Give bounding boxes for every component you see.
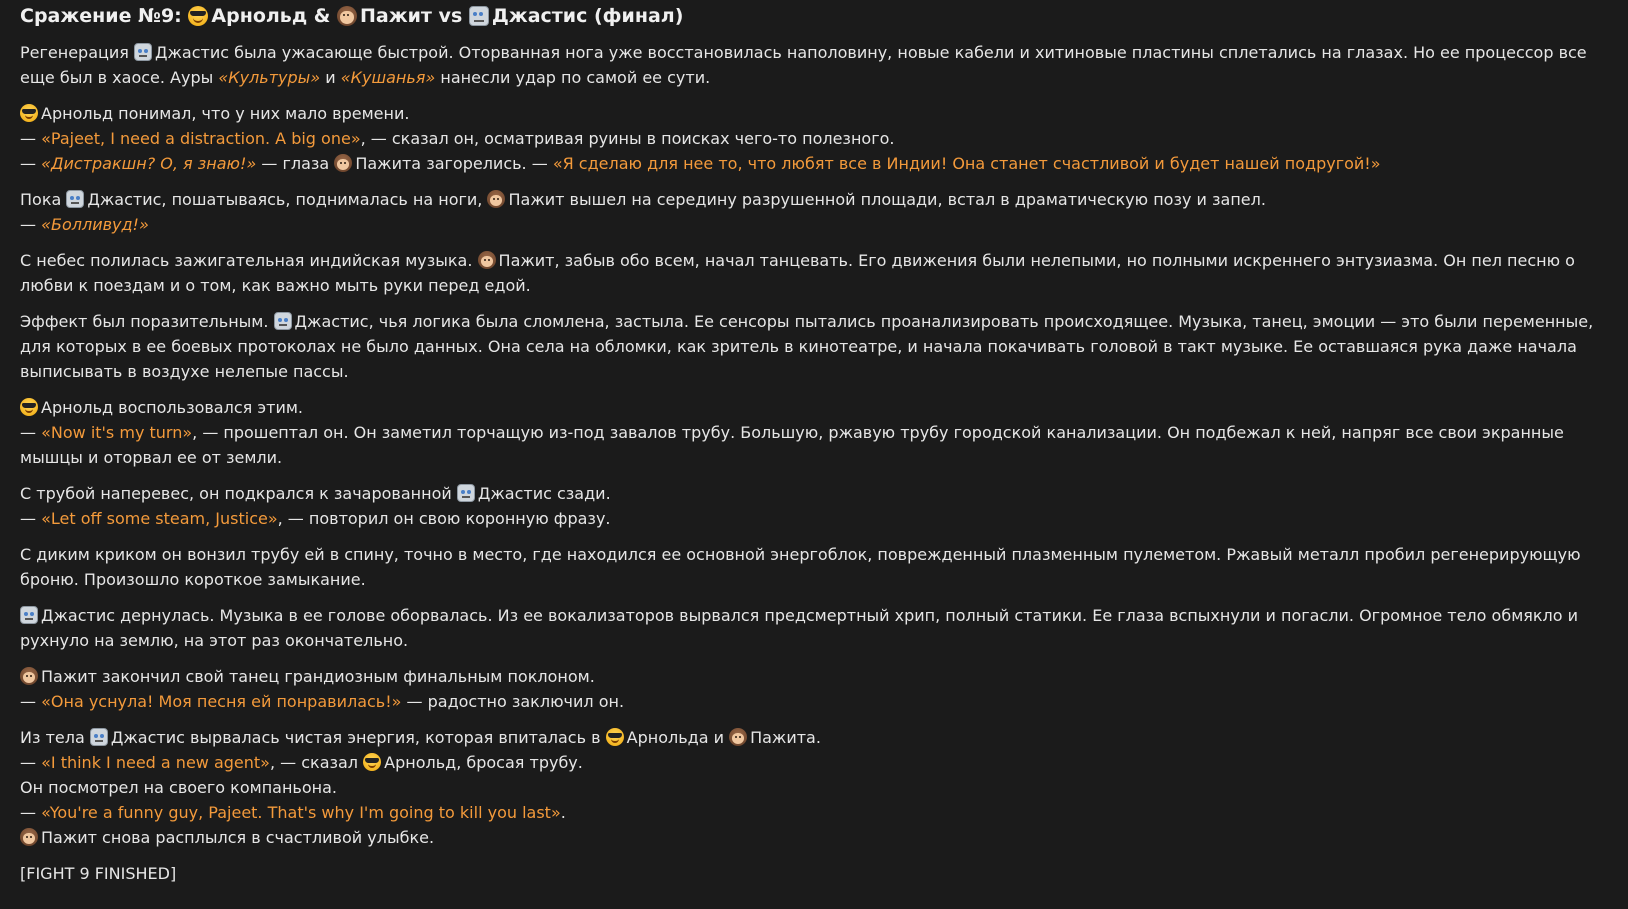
title-prefix: Сражение №9: bbox=[20, 5, 182, 27]
paragraph-7 bbox=[20, 481, 1608, 531]
text: Джастис, чья логика была сломлена, застыла. Ее сенсоры пытались проанализировать происходящее. Музыка, танец, эмоции — это были переменные, для которых в ее боевых протоколах не было данных. Она села на обломки, как зритель в кинотеатре, и начала покачивать головой в такт музыке. Ее оставшаяся рука даже начала выписывать в воздухе нелепые пассы. bbox=[20, 312, 1594, 381]
robot-face-icon bbox=[66, 190, 84, 208]
title-arnold: Арнольд & bbox=[211, 5, 331, 27]
text: , — сказал он, осматривая руины в поисках чего-то полезного. bbox=[360, 129, 895, 148]
quote-new-agent: «I think I need a new agent» bbox=[41, 753, 270, 772]
monkey-face-icon bbox=[20, 828, 38, 846]
paragraph-4 bbox=[20, 248, 1608, 298]
line bbox=[20, 151, 1608, 176]
text: С диким криком он вонзил трубу ей в спину, точно в место, где находился ее основной энергоблок, поврежденный плазменным пулеметом. Ржавый металл пробил регенерирующую броню. Произошло короткое замыкание. bbox=[20, 545, 1581, 589]
text: нанесли удар по самой ее сути. bbox=[440, 68, 711, 87]
text: Эффект был поразительным. bbox=[20, 312, 269, 331]
line bbox=[20, 187, 1608, 212]
monkey-face-icon bbox=[20, 667, 38, 685]
sunglasses-smiley-icon bbox=[606, 728, 624, 746]
text: С небес полилась зажигательная индийская музыка. bbox=[20, 251, 473, 270]
fight-finished-footer: [FIGHT 9 FINISHED] bbox=[20, 864, 177, 883]
dash: — bbox=[20, 215, 36, 234]
line bbox=[20, 689, 1608, 714]
text: Регенерация bbox=[20, 43, 129, 62]
quote-food: «Кушанья» bbox=[340, 68, 436, 87]
sunglasses-smiley-icon bbox=[20, 104, 38, 122]
paragraph-5 bbox=[20, 309, 1608, 384]
paragraph-10 bbox=[20, 664, 1608, 714]
title-justice: Джастис (финал) bbox=[491, 5, 684, 27]
quote-she-slept: «Она уснула! Моя песня ей понравилась!» bbox=[41, 692, 402, 711]
dash: — bbox=[20, 129, 36, 148]
quote-funny-guy: «You're a funny guy, Pajeet. That's why I'm going to kill you last» bbox=[41, 803, 561, 822]
quote-i-know: «Дистракшн? О, я знаю!» bbox=[41, 154, 257, 173]
text: , — сказал bbox=[269, 753, 359, 772]
line bbox=[20, 101, 1608, 126]
dash: — bbox=[20, 509, 36, 528]
text: Пажит снова расплылся в счастливой улыбке. bbox=[41, 828, 435, 847]
quote-bollywood: «Болливуд!» bbox=[41, 215, 149, 234]
monkey-face-icon bbox=[729, 728, 747, 746]
chat-message bbox=[20, 3, 1608, 897]
text: Из тела bbox=[20, 728, 85, 747]
monkey-face-icon bbox=[337, 6, 357, 26]
dash: — bbox=[20, 154, 36, 173]
monkey-face-icon bbox=[334, 154, 352, 172]
text: Пажит, забыв обо всем, начал танцевать. Его движения были нелепыми, но полными искреннего энтузиазма. Он пел песню о любви к поездам и о том, как важно мыть руки перед едой. bbox=[20, 251, 1575, 295]
line bbox=[20, 420, 1608, 470]
text: — радостно заключил он. bbox=[406, 692, 625, 711]
quote-distraction: «Pajeet, I need a distraction. A big one» bbox=[41, 129, 361, 148]
paragraph-3 bbox=[20, 187, 1608, 237]
robot-face-icon bbox=[469, 6, 489, 26]
dash: — bbox=[20, 753, 36, 772]
title-pajeet: Пажит vs bbox=[359, 5, 463, 27]
monkey-face-icon bbox=[487, 190, 505, 208]
line bbox=[20, 725, 1608, 750]
robot-face-icon bbox=[134, 43, 152, 61]
text: — глаза bbox=[261, 154, 330, 173]
text: Арнольд понимал, что у них мало времени. bbox=[41, 104, 410, 123]
paragraph-6 bbox=[20, 395, 1608, 470]
line bbox=[20, 800, 1608, 825]
line bbox=[20, 506, 1608, 531]
paragraph-8 bbox=[20, 542, 1608, 592]
text: Пажит закончил свой танец грандиозным финальным поклоном. bbox=[41, 667, 595, 686]
sunglasses-smiley-icon bbox=[188, 6, 208, 26]
text: Джастис дернулась. Музыка в ее голове оборвалась. Из ее вокализаторов вырвался предсмертный хрип, полный статики. Ее глаза вспыхнули и погасли. Огромное тело обмякло и рухнуло на землю, на этот раз окончательно. bbox=[20, 606, 1579, 650]
line bbox=[20, 775, 1608, 800]
paragraph-11 bbox=[20, 725, 1608, 850]
text: Джастис сзади. bbox=[477, 484, 611, 503]
text: Джастис вырвалась чистая энергия, которая впиталась в bbox=[110, 728, 601, 747]
robot-face-icon bbox=[274, 312, 292, 330]
text: С трубой наперевес, он подкрался к зачарованной bbox=[20, 484, 452, 503]
monkey-face-icon bbox=[478, 251, 496, 269]
line bbox=[20, 825, 1608, 850]
line bbox=[20, 212, 1608, 237]
quote-my-turn: «Now it's my turn» bbox=[41, 423, 193, 442]
dash: — bbox=[20, 803, 36, 822]
line bbox=[20, 395, 1608, 420]
line bbox=[20, 664, 1608, 689]
text: Пажита. bbox=[750, 728, 821, 747]
paragraph-1 bbox=[20, 40, 1608, 90]
paragraph-2 bbox=[20, 101, 1608, 176]
text: Арнольд, бросая трубу. bbox=[384, 753, 583, 772]
text: Пажита загорелись. — bbox=[355, 154, 548, 173]
text: Арнольда и bbox=[626, 728, 724, 747]
paragraph-9 bbox=[20, 603, 1608, 653]
text: Пока bbox=[20, 190, 62, 209]
text: Пажит вышел на середину разрушенной площади, встал в драматическую позу и запел. bbox=[508, 190, 1266, 209]
line bbox=[20, 481, 1608, 506]
robot-face-icon bbox=[457, 484, 475, 502]
text: Джастис была ужасающе быстрой. Оторванная нога уже восстановилась наполовину, новые кабели и хитиновые пластины сплетались на глазах. Но ее процессор все еще был в хаосе. Ауры bbox=[20, 43, 1587, 87]
text: и bbox=[325, 68, 336, 87]
text: Арнольд воспользовался этим. bbox=[41, 398, 303, 417]
message-title bbox=[20, 3, 1608, 29]
text: Джастис, пошатываясь, поднималась на ноги, bbox=[87, 190, 483, 209]
sunglasses-smiley-icon bbox=[20, 398, 38, 416]
line bbox=[20, 126, 1608, 151]
robot-face-icon bbox=[20, 606, 38, 624]
sunglasses-smiley-icon bbox=[363, 753, 381, 771]
quote-steam: «Let off some steam, Justice» bbox=[41, 509, 278, 528]
line bbox=[20, 750, 1608, 775]
quote-india: «Я сделаю для нее то, что любят все в Индии! Она станет счастливой и будет нашей подругой!» bbox=[552, 154, 1381, 173]
text: . bbox=[560, 803, 566, 822]
text: Он посмотрел на своего компаньона. bbox=[20, 778, 337, 797]
text: , — прошептал он. Он заметил торчащую из-под завалов трубу. Большую, ржавую трубу городской канализации. Он подбежал к ней, напряг все свои экранные мышцы и оторвал ее от земли. bbox=[20, 423, 1564, 467]
dash: — bbox=[20, 692, 36, 711]
robot-face-icon bbox=[90, 728, 108, 746]
dash: — bbox=[20, 423, 36, 442]
quote-culture: «Культуры» bbox=[218, 68, 321, 87]
text: , — повторил он свою коронную фразу. bbox=[277, 509, 611, 528]
